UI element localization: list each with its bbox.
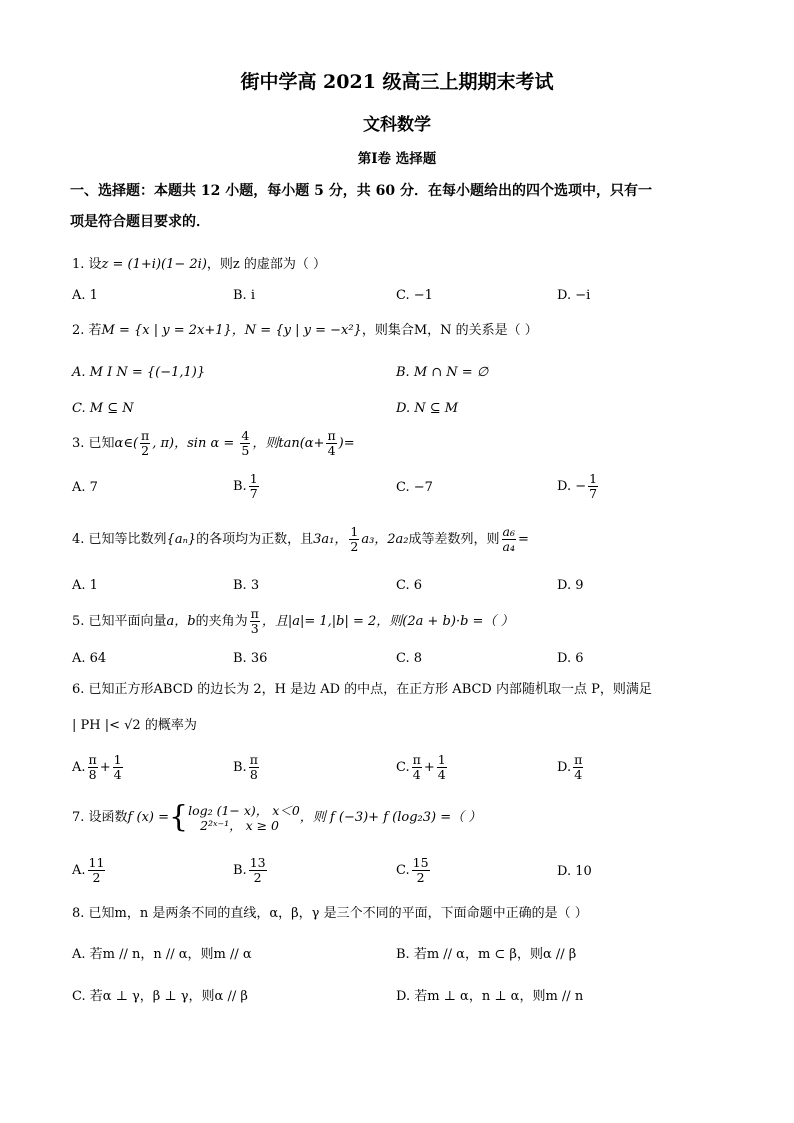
part-title: 第Ⅰ卷 选择题 [357, 151, 437, 167]
question-7-option-c: C. $\frac{15}{2}$ [396, 855, 429, 885]
question-7-option-b: B. $\frac{13}{2}$ [233, 855, 266, 885]
fraction: $\frac{11}{2}$ [88, 855, 105, 885]
question-5-option-c: C. 8 [396, 651, 423, 666]
fraction: $\frac{13}{2}$ [249, 855, 266, 885]
question-4-option-b: B. 3 [233, 578, 260, 593]
fraction: $\frac{1}{7}$ [249, 471, 258, 501]
question-6-stem-line2: | PH |< √2 的概率为 [72, 718, 197, 733]
fraction: $\frac{1}{4}$ [113, 752, 122, 782]
left-brace: { [169, 799, 189, 835]
question-5-stem: 5. 已知平面向量a，b的夹角为 $\frac{\pi}{3}$ ，且|a|= 1,|b| = 2，则(2a + b)·b =（ ） [72, 606, 514, 636]
question-7-option-a: A. $\frac{11}{2}$ [72, 855, 105, 885]
question-6-option-d: D. $\frac{\pi}{4}$ [557, 752, 583, 782]
fraction: $\frac{\pi}{4}$ [327, 428, 336, 458]
question-3-option-b: B. $\frac{1}{7}$ [233, 471, 258, 501]
fraction: $\frac{4}{5}$ [241, 428, 250, 458]
question-4-option-d: D. 9 [557, 578, 584, 593]
fraction: $\frac{\text{a₆}}{\text{a₄}}$ [502, 524, 515, 554]
question-8-option-a: A. 若m // n，n // α，则m // α [72, 947, 252, 962]
question-1-option-c: C. −1 [396, 288, 433, 303]
question-8-option-d: D. 若m ⊥ α，n ⊥ α，则m // n [396, 989, 584, 1004]
question-2-option-c: C. M ⊆ N [72, 401, 134, 416]
question-5-option-d: D. 6 [557, 651, 584, 666]
question-2-option-a: A. M I N = {(−1,1)} [72, 365, 206, 380]
section-instruction-line2: 项是符合题目要求的． [70, 214, 210, 230]
piecewise-cases: log₂ (1− x)， x＜0 2²ˣ⁻¹， x ≥ 0 [188, 802, 300, 833]
question-1-option-d: D. −i [557, 288, 591, 303]
fraction: $\frac{\pi}{2}$ [141, 428, 150, 458]
question-4-option-a: A. 1 [72, 578, 98, 593]
exam-title: 街中学高 2021 级高三上期期末考试 [240, 71, 554, 93]
fraction: $\frac{\pi}{4}$ [412, 752, 421, 782]
fraction: $\frac{1}{4}$ [437, 752, 446, 782]
question-8-option-b: B. 若m // α，m ⊂ β，则α // β [396, 947, 577, 962]
fraction: $\frac{\pi}{8}$ [249, 752, 258, 782]
question-3-stem: 3. 已知α∈( $\frac{\pi}{2}$ , π)，sin α = $\frac{4}{5}$ ，则tan(α+ $\frac{\pi}{4}$ )= [72, 428, 355, 458]
question-5-option-a: A. 64 [72, 651, 107, 666]
fraction: $\frac{15}{2}$ [412, 855, 429, 885]
question-3-option-d: D. − $\frac{1}{7}$ [557, 471, 598, 501]
question-7-option-d: D. 10 [557, 864, 592, 879]
question-4-stem: 4. 已知等比数列{aₙ}的各项均为正数，且3a₁， $\frac{1}{2}$ a₃，2a₂成等差数列，则 $\frac{\text{a₆}}{\text{a₄}}$ = [72, 524, 529, 554]
question-7-stem: 7. 设函数f (x) ={ log₂ (1− x)， x＜0 2²ˣ⁻¹， x ≥ 0 ，则 f (−3)+ f (log₂3) =（ ） [72, 799, 482, 835]
question-4-option-c: C. 6 [396, 578, 423, 593]
section-instruction-line1: 一、选择题：本题共 12 小题，每小题 5 分，共 60 分．在每小题给出的四个选项中，只有一 [70, 183, 652, 199]
question-2-option-d: D. N ⊆ M [396, 401, 459, 416]
question-6-option-b: B. $\frac{\pi}{8}$ [233, 752, 258, 782]
fraction: $\frac{\pi}{8}$ [88, 752, 97, 782]
fraction: $\frac{1}{2}$ [350, 524, 359, 554]
question-6-stem-line1: 6. 已知正方形ABCD 的边长为 2，H 是边 AD 的中点，在正方形 ABCD 内部随机取一点 P，则满足 [72, 682, 652, 697]
question-2-stem: 2. 若M = {x | y = 2x+1}，N = {y | y = −x²}，则集合M，N 的关系是（ ） [72, 323, 538, 338]
fraction: $\frac{\pi}{4}$ [574, 752, 583, 782]
fraction: $\frac{1}{7}$ [589, 471, 598, 501]
question-8-option-c: C. 若α ⊥ γ，β ⊥ γ，则α // β [72, 989, 248, 1004]
question-1-stem: 1. 设z = (1+i)(1− 2i)，则z 的虚部为（ ） [72, 257, 327, 272]
question-8-stem: 8. 已知m，n 是两条不同的直线，α，β，γ 是三个不同的平面，下面命题中正确的是（ ） [72, 906, 588, 921]
question-6-option-c: C. $\frac{\pi}{4}$ + $\frac{1}{4}$ [396, 752, 446, 782]
subject-title: 文科数学 [363, 115, 431, 135]
question-2-option-b: B. M ∩ N = ∅ [396, 365, 489, 380]
question-1-option-b: B. i [233, 288, 255, 303]
question-5-option-b: B. 36 [233, 651, 268, 666]
fraction: $\frac{\pi}{3}$ [250, 606, 259, 636]
question-3-option-a: A. 7 [72, 480, 98, 495]
question-6-option-a: A. $\frac{\pi}{8}$ + $\frac{1}{4}$ [72, 752, 122, 782]
question-1-option-a: A. 1 [72, 288, 98, 303]
question-3-option-c: C. −7 [396, 480, 433, 495]
